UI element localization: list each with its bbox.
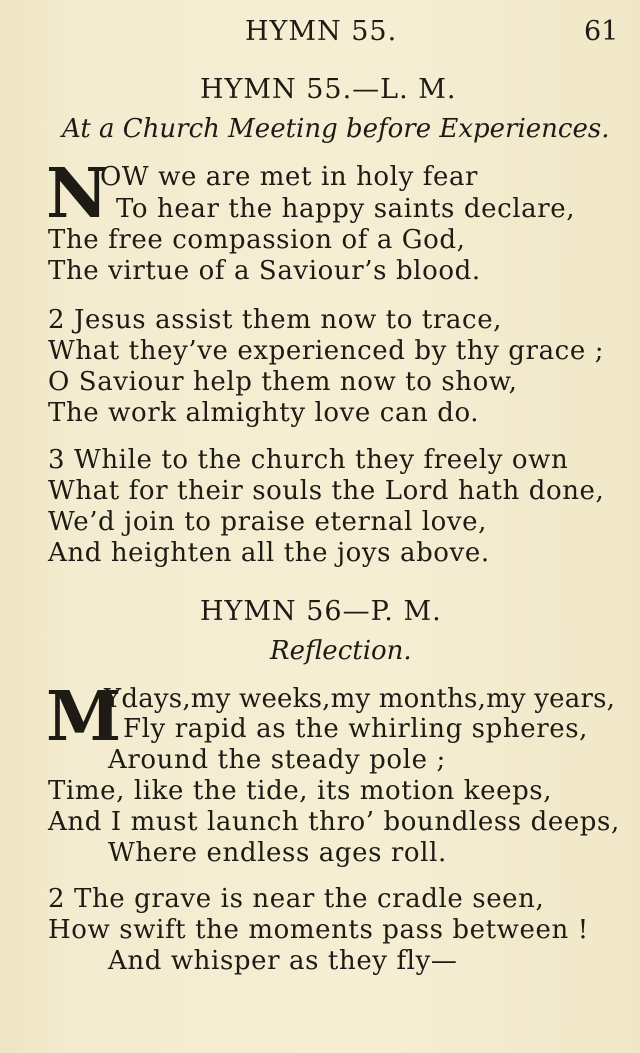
hymn-56-verse-line: And I must launch thro’ boundless deeps,	[48, 807, 620, 837]
hymn-55-verse-line: 2 Jesus assist them now to trace,	[48, 305, 503, 335]
hymn-55-verse-line: What they’ve experienced by thy grace ;	[48, 336, 605, 366]
hymn-55-verse-line: O Saviour help them now to show,	[48, 367, 518, 397]
hymn-56-dropcap: M	[46, 677, 122, 757]
hymn-55-verse-line: To hear the happy saints declare,	[116, 194, 576, 224]
hymn-55-verse-line: What for their souls the Lord hath done,	[48, 476, 605, 506]
hymn-56-subtitle: Reflection.	[270, 636, 412, 666]
hymn-55-verse-line: 3 While to the church they freely own	[48, 445, 569, 475]
hymn-56-first-line: Ydays,my weeks,my months,my years,	[104, 684, 616, 714]
hymn-55-dropcap: N	[46, 154, 109, 234]
hymn-55-verse-line: And heighten all the joys above.	[48, 538, 490, 568]
hymn-56-verse-line: 2 The grave is near the cradle seen,	[48, 884, 545, 914]
hymn-55-verse-line: The work almighty love can do.	[48, 398, 480, 428]
hymn-56-verse-line: And whisper as they fly—	[108, 946, 458, 976]
hymn-56-title: HYMN 56—P. M.	[200, 596, 442, 627]
hymn-56-verse-line: How swift the moments pass between !	[48, 915, 589, 945]
page-number: 61	[584, 16, 619, 47]
running-head: HYMN 55.	[245, 16, 398, 47]
hymn-55-verse-line: The virtue of a Saviour’s blood.	[48, 256, 481, 286]
hymn-56-verse-line: Fly rapid as the whirling spheres,	[123, 714, 589, 744]
hymn-56-verse-line: Around the steady pole ;	[108, 745, 446, 775]
hymn-56-verse-line: Time, like the tide, its motion keeps,	[48, 776, 553, 806]
hymn-55-verse-line: We’d join to praise eternal love,	[48, 507, 488, 537]
hymn-55-subtitle: At a Church Meeting before Experiences.	[62, 114, 610, 144]
hymn-55-title: HYMN 55.—L. M.	[200, 74, 457, 105]
hymn-55-first-line: OW we are met in holy fear	[100, 162, 479, 192]
hymn-56-verse-line: Where endless ages roll.	[108, 838, 447, 868]
hymn-55-verse-line: The free compassion of a God,	[48, 225, 466, 255]
